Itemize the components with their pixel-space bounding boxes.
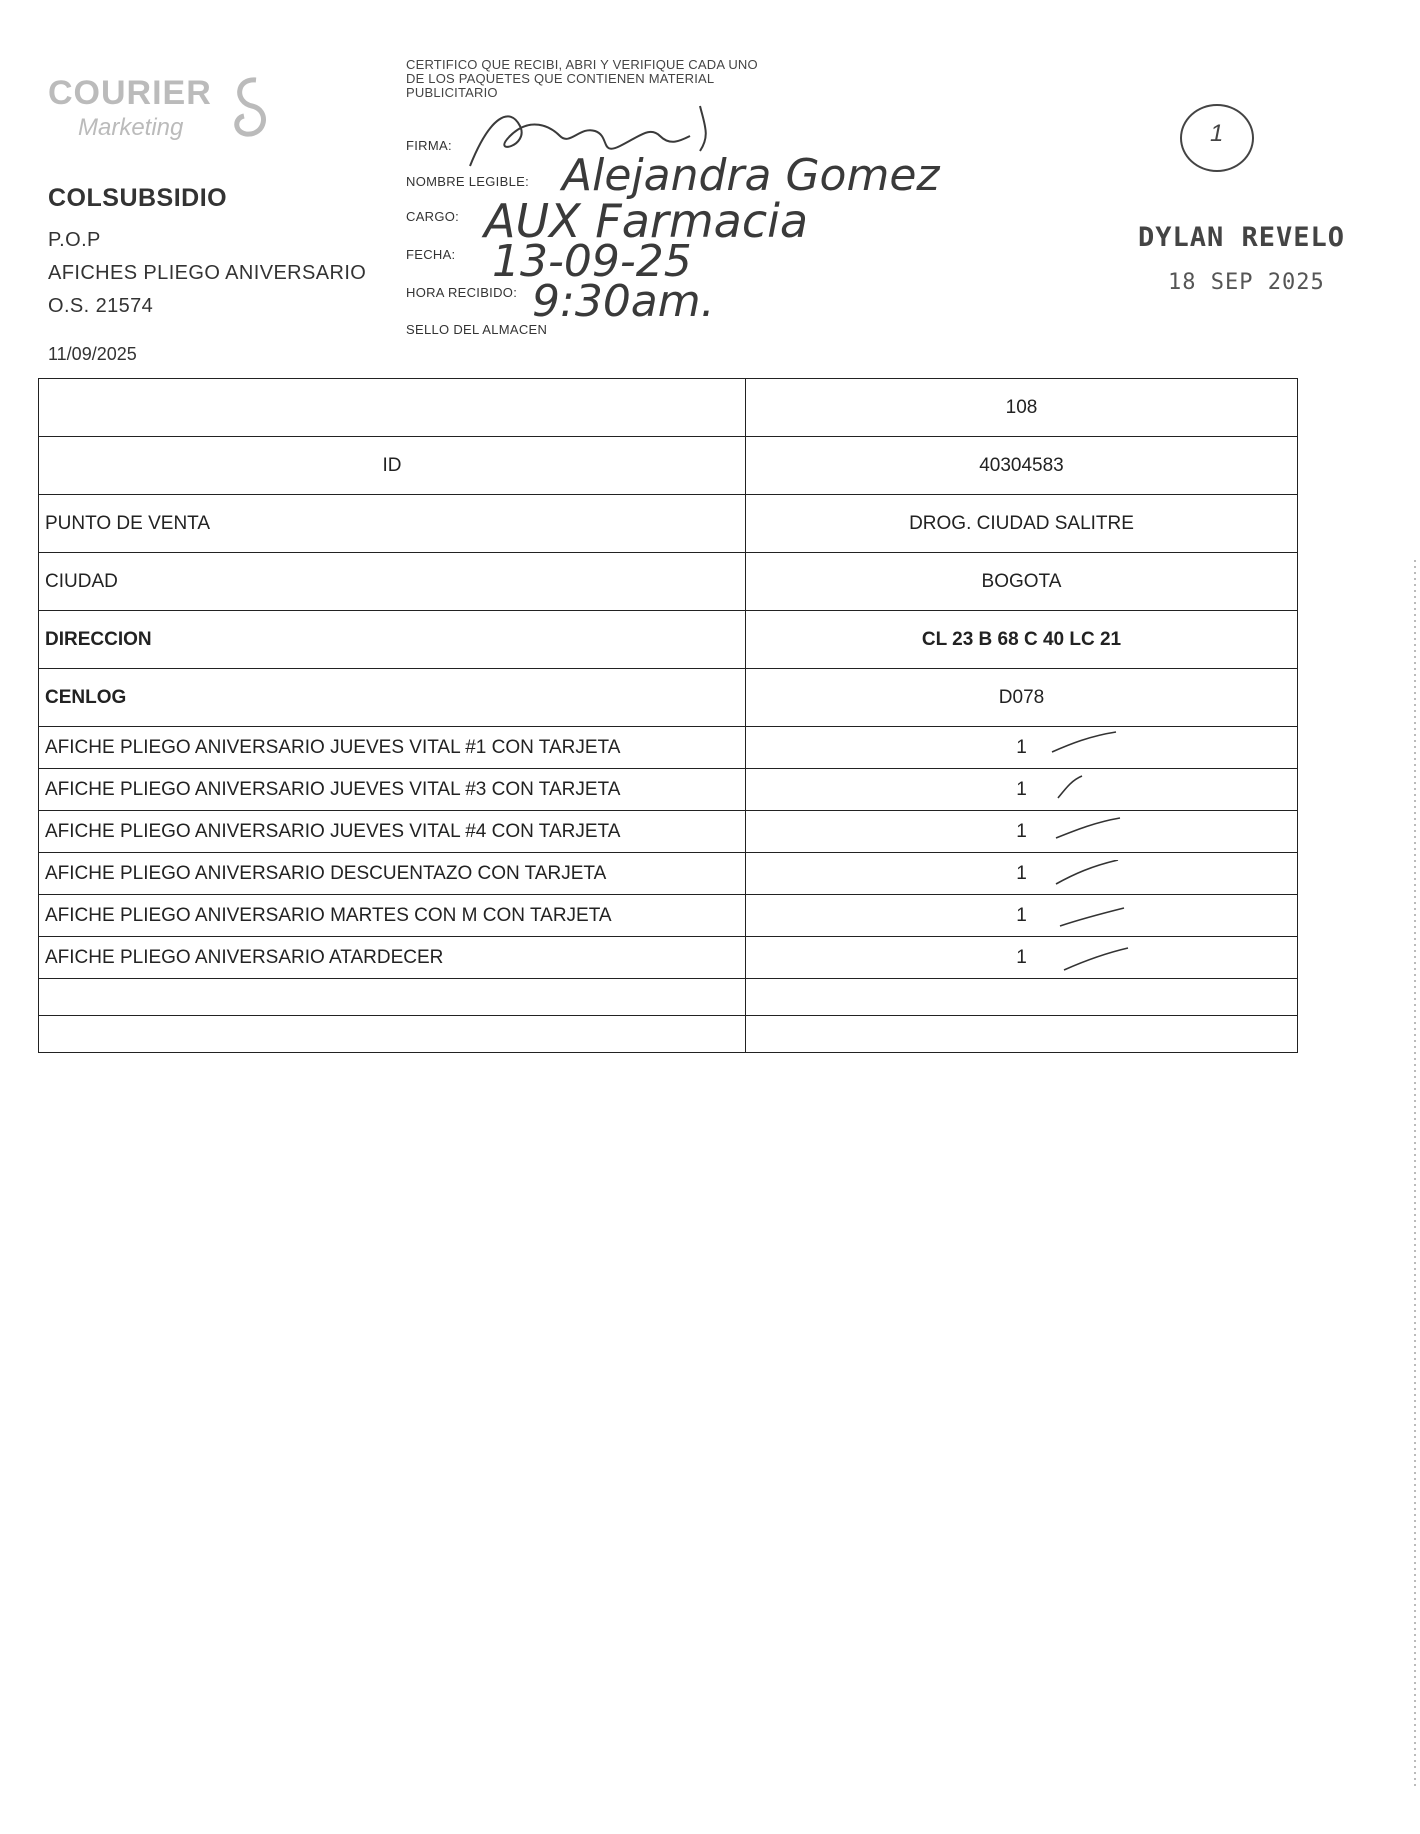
shipment-header bbox=[48, 184, 366, 365]
row-value: 40304583 bbox=[746, 437, 1298, 495]
row-value: D078 bbox=[746, 669, 1298, 727]
row-label: PUNTO DE VENTA bbox=[39, 495, 746, 553]
table-header-label bbox=[39, 379, 746, 437]
hora-value: 9:30am. bbox=[532, 276, 715, 327]
empty-cell bbox=[39, 1016, 746, 1053]
row-value: BOGOTA bbox=[746, 553, 1298, 611]
table-row-direccion bbox=[39, 611, 1298, 669]
firma-label: FIRMA: bbox=[406, 138, 452, 153]
item-label: AFICHE PLIEGO ANIVERSARIO DESCUENTAZO CON TARJETA bbox=[39, 853, 746, 895]
table-row-empty bbox=[39, 1016, 1298, 1053]
row-label: CIUDAD bbox=[39, 553, 746, 611]
item-label: AFICHE PLIEGO ANIVERSARIO JUEVES VITAL #4 CON TARJETA bbox=[39, 811, 746, 853]
sello-label: SELLO DEL ALMACEN bbox=[406, 322, 548, 337]
fecha-label: FECHA: bbox=[406, 247, 456, 262]
item-label: AFICHE PLIEGO ANIVERSARIO JUEVES VITAL #3 CON TARJETA bbox=[39, 769, 746, 811]
cargo-label: CARGO: bbox=[406, 209, 460, 224]
nombre-label: NOMBRE LEGIBLE: bbox=[406, 174, 529, 189]
cargo-value: AUX Farmacia bbox=[484, 194, 809, 248]
table-header-row bbox=[39, 379, 1298, 437]
check-mark-icon bbox=[1050, 730, 1120, 756]
company-name: COLSUBSIDIO bbox=[48, 184, 228, 212]
check-mark-icon bbox=[1052, 774, 1122, 800]
item-qty: 1 bbox=[746, 937, 1298, 979]
item-qty: 1 bbox=[746, 811, 1298, 853]
table-row-cenlog bbox=[39, 669, 1298, 727]
check-mark-icon bbox=[1062, 946, 1132, 972]
nombre-value: Alejandra Gomez bbox=[562, 150, 940, 201]
item-qty: 1 bbox=[746, 895, 1298, 937]
item-label: AFICHE PLIEGO ANIVERSARIO ATARDECER bbox=[39, 937, 746, 979]
faded-watermark-text bbox=[822, 60, 1042, 74]
empty-cell bbox=[39, 979, 746, 1016]
table-row-ciudad bbox=[39, 553, 1298, 611]
circled-number-value: 1 bbox=[1210, 120, 1224, 147]
item-label: AFICHE PLIEGO ANIVERSARIO MARTES CON M CON TARJETA bbox=[39, 895, 746, 937]
item-qty: 1 bbox=[746, 727, 1298, 769]
item-qty: 1 bbox=[746, 853, 1298, 895]
table-row-empty bbox=[39, 979, 1298, 1016]
check-mark-icon bbox=[1054, 816, 1124, 842]
scan-edge-dots bbox=[1414, 560, 1416, 1790]
hora-label: HORA RECIBIDO: bbox=[406, 285, 518, 300]
circled-number bbox=[1180, 104, 1254, 172]
table-row-id bbox=[39, 437, 1298, 495]
row-label: CENLOG bbox=[39, 669, 746, 727]
check-mark-icon bbox=[1052, 860, 1122, 886]
row-value: CL 23 B 68 C 40 LC 21 bbox=[746, 611, 1298, 669]
header-line-campaign: AFICHES PLIEGO ANIVERSARIO bbox=[48, 262, 367, 284]
item-label: AFICHE PLIEGO ANIVERSARIO JUEVES VITAL #1 CON TARJETA bbox=[39, 727, 746, 769]
item-qty: 1 bbox=[746, 769, 1298, 811]
header-line-order: O.S. 21574 bbox=[48, 295, 154, 317]
empty-cell bbox=[746, 1016, 1298, 1053]
row-label: DIRECCION bbox=[39, 611, 746, 669]
stamp-date: 18 SEP 2025 bbox=[1168, 270, 1325, 295]
logo-swirl-icon bbox=[226, 72, 276, 142]
certificate-statement: CERTIFICO QUE RECIBI, ABRI Y VERIFIQUE CADA UNO DE LOS PAQUETES QUE CONTIENEN MATERIAL PUBLICITARIO bbox=[406, 57, 758, 100]
header-line-pop: P.O.P bbox=[48, 229, 101, 251]
header-date: 11/09/2025 bbox=[48, 344, 137, 364]
empty-cell bbox=[746, 979, 1298, 1016]
row-label: ID bbox=[39, 437, 746, 495]
courier-marketing-logo bbox=[40, 62, 270, 152]
check-mark-icon bbox=[1058, 904, 1128, 930]
fecha-value: 13-09-25 bbox=[492, 236, 692, 287]
stamp-name: DYLAN REVELO bbox=[1138, 222, 1346, 253]
logo-main-text: COURIER bbox=[48, 74, 212, 112]
logo-sub-text: Marketing bbox=[78, 114, 184, 141]
table-row-punto-de-venta bbox=[39, 495, 1298, 553]
table-header-value: 108 bbox=[746, 379, 1298, 437]
row-value: DROG. CIUDAD SALITRE bbox=[746, 495, 1298, 553]
